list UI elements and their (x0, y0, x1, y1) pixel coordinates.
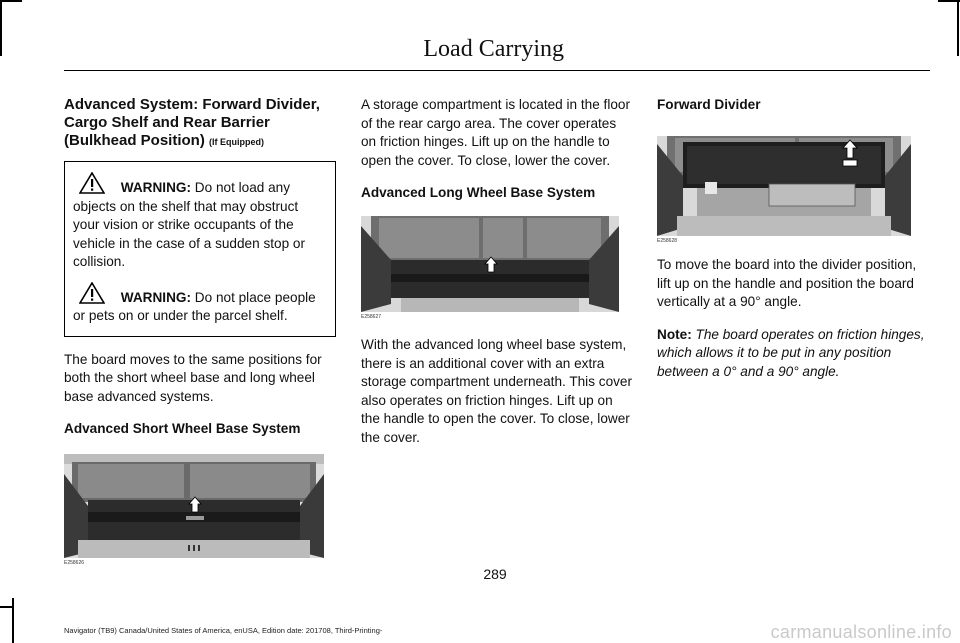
figure-code: E258626 (64, 560, 85, 566)
cargo-shelf-figure-short (64, 454, 336, 566)
warning-item: WARNING: Do not place people or pets on or under the parcel shelf. (73, 284, 327, 326)
subheading: Forward Divider (657, 97, 761, 112)
subheading: Advanced Long Wheel Base System (361, 185, 596, 200)
body-text: To move the board into the divider position, lift up on the handle and position the board vertically at a 90° angle. (657, 257, 917, 309)
body-text: The board moves to the same positions for both the short wheel base and long wheel base advanced systems. (64, 351, 322, 404)
figure-code: E258627 (361, 314, 382, 320)
warning-item: WARNING: Do not load any objects on the shelf that may obstruct your vision or strike occupants of the vehicle in the case of a sudden stop or collision. (73, 174, 327, 272)
crop-mark (938, 0, 960, 2)
page-title: Load Carrying (423, 36, 564, 62)
column-1 (64, 96, 336, 566)
forward-divider-figure (657, 136, 929, 244)
crop-mark (957, 0, 959, 56)
crop-mark (0, 606, 14, 608)
page-number: 289 (483, 566, 507, 582)
warning-triangle-icon (79, 284, 117, 304)
crop-mark (0, 0, 2, 56)
note-text: Note: The board operates on friction hinges, which allows it to be put in any position between a 0° and a 90° angle. (657, 326, 925, 379)
body-text: With the advanced long wheel base system, there is an additional cover with an extra storage compartment underneath. This cover also operates on friction hinges. Lift up on the handle to open the cover. To close, lower the cover. (361, 337, 633, 445)
subheading: Advanced Short Wheel Base System (64, 421, 301, 436)
watermark: carmanualsonline.info (770, 622, 952, 642)
column-3 (657, 96, 929, 395)
column-2 (361, 96, 633, 461)
crop-mark (12, 598, 14, 643)
header-divider (64, 70, 930, 71)
footer-edition-text: Navigator (TB9) Canada/United States of America, enUSA, Edition date: 201708, Third-Printing- (64, 626, 383, 635)
cargo-shelf-figure-long (361, 216, 633, 320)
body-text: A storage compartment is located in the floor of the rear cargo area. The cover operates on friction hinges. Lift up on the handle to open the cover. To close, lower the cover. (361, 97, 630, 168)
warning-box (64, 161, 336, 337)
section-heading: Advanced System: Forward Divider, Cargo Shelf and Rear Barrier (Bulkhead Position) (If Equipped) (64, 96, 320, 149)
warning-triangle-icon (79, 174, 117, 194)
figure-code: E258628 (657, 238, 678, 244)
crop-mark (0, 0, 22, 2)
